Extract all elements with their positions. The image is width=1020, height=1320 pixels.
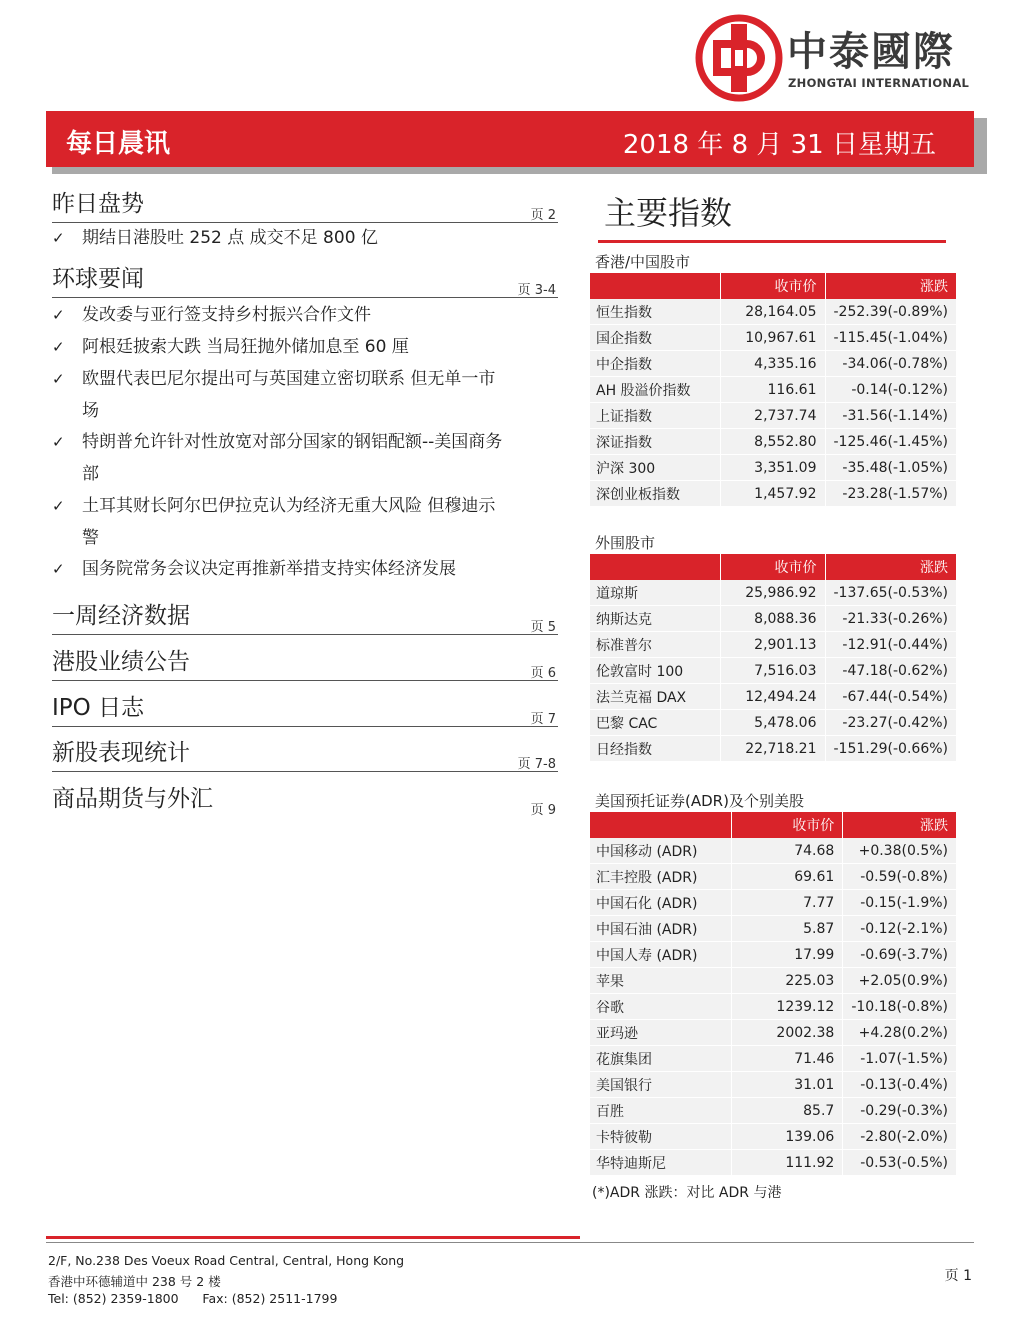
adr-note: (*)ADR 涨跌：对比 ADR 与港 [592, 1185, 782, 1201]
row-close: 7,516.03 [720, 658, 825, 684]
toc-bullet-text: 特朗普允许针对性放宽对部分国家的钢铝配额--美国商务部 [82, 432, 503, 484]
table-row [590, 864, 956, 890]
toc-section-page: 页 5 [530, 620, 556, 635]
row-change: -151.29(-0.66%) [825, 736, 956, 762]
table-row [590, 351, 956, 377]
toc-section[interactable] [52, 733, 558, 772]
row-close: 116.61 [721, 377, 825, 403]
table-row [590, 632, 956, 658]
row-name: 亚玛逊 [590, 1020, 731, 1046]
toc-section-page: 页 3-4 [517, 283, 556, 298]
row-change: -31.56(-1.14%) [825, 403, 956, 429]
row-name: 深证指数 [590, 429, 721, 455]
brand-name-cn: 中泰國際 [787, 29, 955, 75]
toc-section-title: 环球要闻 [52, 266, 144, 292]
table-row [590, 736, 956, 762]
row-name: 沪深 300 [590, 455, 721, 481]
toc-section[interactable] [52, 779, 558, 817]
toc-section[interactable] [52, 596, 558, 635]
report-date: 2018 年 8 月 31 日星期五 [622, 130, 936, 160]
row-close: 8,088.36 [720, 606, 825, 632]
table-row [590, 916, 956, 942]
row-close: 25,986.92 [720, 580, 825, 606]
toc-bullet-text: 土耳其财长阿尔巴伊拉克认为经济无重大风险 但穆迪示警 [82, 496, 496, 548]
table-header-row [590, 273, 956, 299]
row-close: 22,718.21 [720, 736, 825, 762]
row-close: 71.46 [731, 1046, 842, 1072]
table-row [590, 684, 956, 710]
table-row [590, 658, 956, 684]
row-close: 7.77 [731, 890, 842, 916]
row-name: 纳斯达克 [590, 606, 720, 632]
row-change: -21.33(-0.26%) [825, 606, 956, 632]
row-name: 巴黎 CAC [590, 710, 720, 736]
table-row [590, 1020, 956, 1046]
row-change: -0.69(-3.7%) [843, 942, 956, 968]
checkmark-icon: ✓ [52, 229, 65, 247]
checkmark-icon: ✓ [52, 338, 65, 356]
row-close: 4,335.16 [721, 351, 825, 377]
table-row [590, 1046, 956, 1072]
checkmark-icon: ✓ [52, 370, 65, 388]
row-name: 汇丰控股 (ADR) [590, 864, 731, 890]
row-change: +4.28(0.2%) [843, 1020, 956, 1046]
row-close: 17.99 [731, 942, 842, 968]
row-name: 国企指数 [590, 325, 721, 351]
row-name: 华特迪斯尼 [590, 1150, 731, 1176]
adr-table [590, 812, 956, 1176]
row-close: 5.87 [731, 916, 842, 942]
row-close: 225.03 [731, 968, 842, 994]
table-row [590, 481, 956, 507]
toc-section[interactable] [52, 642, 558, 681]
brand-logo [695, 14, 970, 104]
row-close: 85.7 [731, 1098, 842, 1124]
checkmark-icon: ✓ [52, 560, 65, 578]
header-close: 收市价 [721, 273, 825, 299]
header-close: 收市价 [731, 812, 842, 838]
row-name: 恒生指数 [590, 299, 721, 325]
table-row [590, 1098, 956, 1124]
table-row [590, 429, 956, 455]
row-name: 中国石油 (ADR) [590, 916, 731, 942]
brand-name-en: ZHONGTAI INTERNATIONAL [788, 76, 970, 90]
row-close: 28,164.05 [721, 299, 825, 325]
row-close: 2002.38 [731, 1020, 842, 1046]
row-close: 1239.12 [731, 994, 842, 1020]
table-row [590, 994, 956, 1020]
adr-caption: 美国预托证券(ADR)及个别美股 [595, 792, 804, 810]
row-change: -67.44(-0.54%) [825, 684, 956, 710]
toc-bullet-text: 欧盟代表巴尼尔提出可与英国建立密切联系 但无单一市场 [82, 369, 496, 421]
page-number: 页 1 [944, 1268, 972, 1284]
table-row [590, 838, 956, 864]
row-name: 中企指数 [590, 351, 721, 377]
row-close: 139.06 [731, 1124, 842, 1150]
row-name: 深创业板指数 [590, 481, 721, 507]
row-close: 69.61 [731, 864, 842, 890]
row-change: -2.80(-2.0%) [843, 1124, 956, 1150]
header-name-col [590, 812, 731, 838]
header-name-col [590, 273, 721, 299]
footer-rule [46, 1242, 974, 1243]
indices-title: 主要指数 [604, 194, 733, 232]
table-row [590, 325, 956, 351]
row-change: -0.15(-1.9%) [843, 890, 956, 916]
table-row [590, 1150, 956, 1176]
row-close: 12,494.24 [720, 684, 825, 710]
table-row [590, 710, 956, 736]
table-row [590, 377, 956, 403]
row-change: -0.12(-2.1%) [843, 916, 956, 942]
row-change: -252.39(-0.89%) [825, 299, 956, 325]
row-change: -0.53(-0.5%) [843, 1150, 956, 1176]
toc-section-page: 页 7 [530, 712, 556, 727]
footer-address-cn: 香港中环德辅道中 238 号 2 楼 [48, 1274, 221, 1289]
table-header-row [590, 812, 956, 838]
toc-section-page: 页 7-8 [517, 757, 556, 772]
toc-section[interactable] [52, 186, 558, 223]
table-header-row [590, 554, 956, 580]
row-change: +2.05(0.9%) [843, 968, 956, 994]
table-row [590, 606, 956, 632]
table-row [590, 403, 956, 429]
row-change: -12.91(-0.44%) [825, 632, 956, 658]
toc-section[interactable] [52, 688, 558, 727]
checkmark-icon: ✓ [52, 433, 65, 451]
row-change: -0.59(-0.8%) [843, 864, 956, 890]
toc-bullet-text: 国务院常务会议决定再推新举措支持实体经济发展 [82, 559, 456, 579]
row-change: -35.48(-1.05%) [825, 455, 956, 481]
row-close: 111.92 [731, 1150, 842, 1176]
hk-china-table [590, 273, 956, 507]
row-name: 中国移动 (ADR) [590, 838, 731, 864]
row-name: 美国银行 [590, 1072, 731, 1098]
toc-bullet-text: 阿根廷披索大跌 当局狂抛外储加息至 60 厘 [82, 337, 409, 357]
toc-section-title: 商品期货与外汇 [52, 786, 213, 812]
header-change: 涨跌 [825, 273, 956, 299]
row-close: 8,552.80 [721, 429, 825, 455]
row-name: 伦敦富时 100 [590, 658, 720, 684]
footer-accent-rule [46, 1236, 580, 1239]
row-change: -23.27(-0.42%) [825, 710, 956, 736]
table-row [590, 890, 956, 916]
row-name: AH 股溢价指数 [590, 377, 721, 403]
row-name: 百胜 [590, 1098, 731, 1124]
row-close: 10,967.61 [721, 325, 825, 351]
row-close: 74.68 [731, 838, 842, 864]
table-row [590, 455, 956, 481]
row-change: -10.18(-0.8%) [843, 994, 956, 1020]
checkmark-icon: ✓ [52, 306, 65, 324]
row-name: 上证指数 [590, 403, 721, 429]
row-change: -47.18(-0.62%) [825, 658, 956, 684]
row-name: 谷歌 [590, 994, 731, 1020]
toc-section-title: IPO 日志 [52, 695, 145, 721]
table-row [590, 968, 956, 994]
row-change: +0.38(0.5%) [843, 838, 956, 864]
toc-section[interactable] [52, 260, 558, 298]
row-name: 中国石化 (ADR) [590, 890, 731, 916]
row-close: 31.01 [731, 1072, 842, 1098]
table-row [590, 299, 956, 325]
row-change: -1.07(-1.5%) [843, 1046, 956, 1072]
table-row [590, 1124, 956, 1150]
row-change: -0.29(-0.3%) [843, 1098, 956, 1124]
row-name: 日经指数 [590, 736, 720, 762]
checkmark-icon: ✓ [52, 497, 65, 515]
toc-section-title: 新股表现统计 [52, 740, 190, 766]
header-change: 涨跌 [843, 812, 956, 838]
row-name: 道琼斯 [590, 580, 720, 606]
row-change: -23.28(-1.57%) [825, 481, 956, 507]
row-close: 5,478.06 [720, 710, 825, 736]
header-name-col [590, 554, 720, 580]
row-change: -137.65(-0.53%) [825, 580, 956, 606]
toc-section-page: 页 2 [530, 208, 556, 223]
row-change: -0.13(-0.4%) [843, 1072, 956, 1098]
header-close: 收市价 [720, 554, 825, 580]
row-close: 3,351.09 [721, 455, 825, 481]
toc-section-title: 昨日盘势 [52, 191, 144, 217]
overseas-caption: 外围股市 [595, 534, 656, 552]
row-name: 标准普尔 [590, 632, 720, 658]
row-name: 法兰克福 DAX [590, 684, 720, 710]
row-change: -0.14(-0.12%) [825, 377, 956, 403]
toc-section-title: 一周经济数据 [52, 603, 190, 629]
overseas-table [590, 554, 956, 762]
row-name: 中国人寿 (ADR) [590, 942, 731, 968]
toc-section-title: 港股业绩公告 [52, 649, 190, 675]
row-change: -125.46(-1.45%) [825, 429, 956, 455]
toc-section-page: 页 9 [530, 803, 556, 818]
row-close: 2,901.13 [720, 632, 825, 658]
footer-contact: Tel: (852) 2359-1800 Fax: (852) 2511-1799 [48, 1291, 338, 1306]
zhongtai-logo-icon [695, 14, 783, 102]
row-change: -115.45(-1.04%) [825, 325, 956, 351]
toc-section-page: 页 6 [530, 666, 556, 681]
row-close: 1,457.92 [721, 481, 825, 507]
row-name: 苹果 [590, 968, 731, 994]
indices-title-rule [598, 240, 946, 243]
row-name: 花旗集团 [590, 1046, 731, 1072]
table-row [590, 942, 956, 968]
row-close: 2,737.74 [721, 403, 825, 429]
report-title: 每日晨讯 [66, 129, 171, 159]
table-row [590, 1072, 956, 1098]
table-row [590, 580, 956, 606]
footer-address-en: 2/F, No.238 Des Voeux Road Central, Central, Hong Kong [48, 1253, 405, 1268]
header-change: 涨跌 [825, 554, 956, 580]
row-name: 卡特彼勒 [590, 1124, 731, 1150]
row-change: -34.06(-0.78%) [825, 351, 956, 377]
hk-china-caption: 香港/中国股市 [595, 253, 691, 271]
toc-bullet-text: 发改委与亚行签支持乡村振兴合作文件 [82, 305, 371, 325]
toc-bullet-text: 期结日港股吐 252 点 成交不足 800 亿 [82, 228, 378, 248]
